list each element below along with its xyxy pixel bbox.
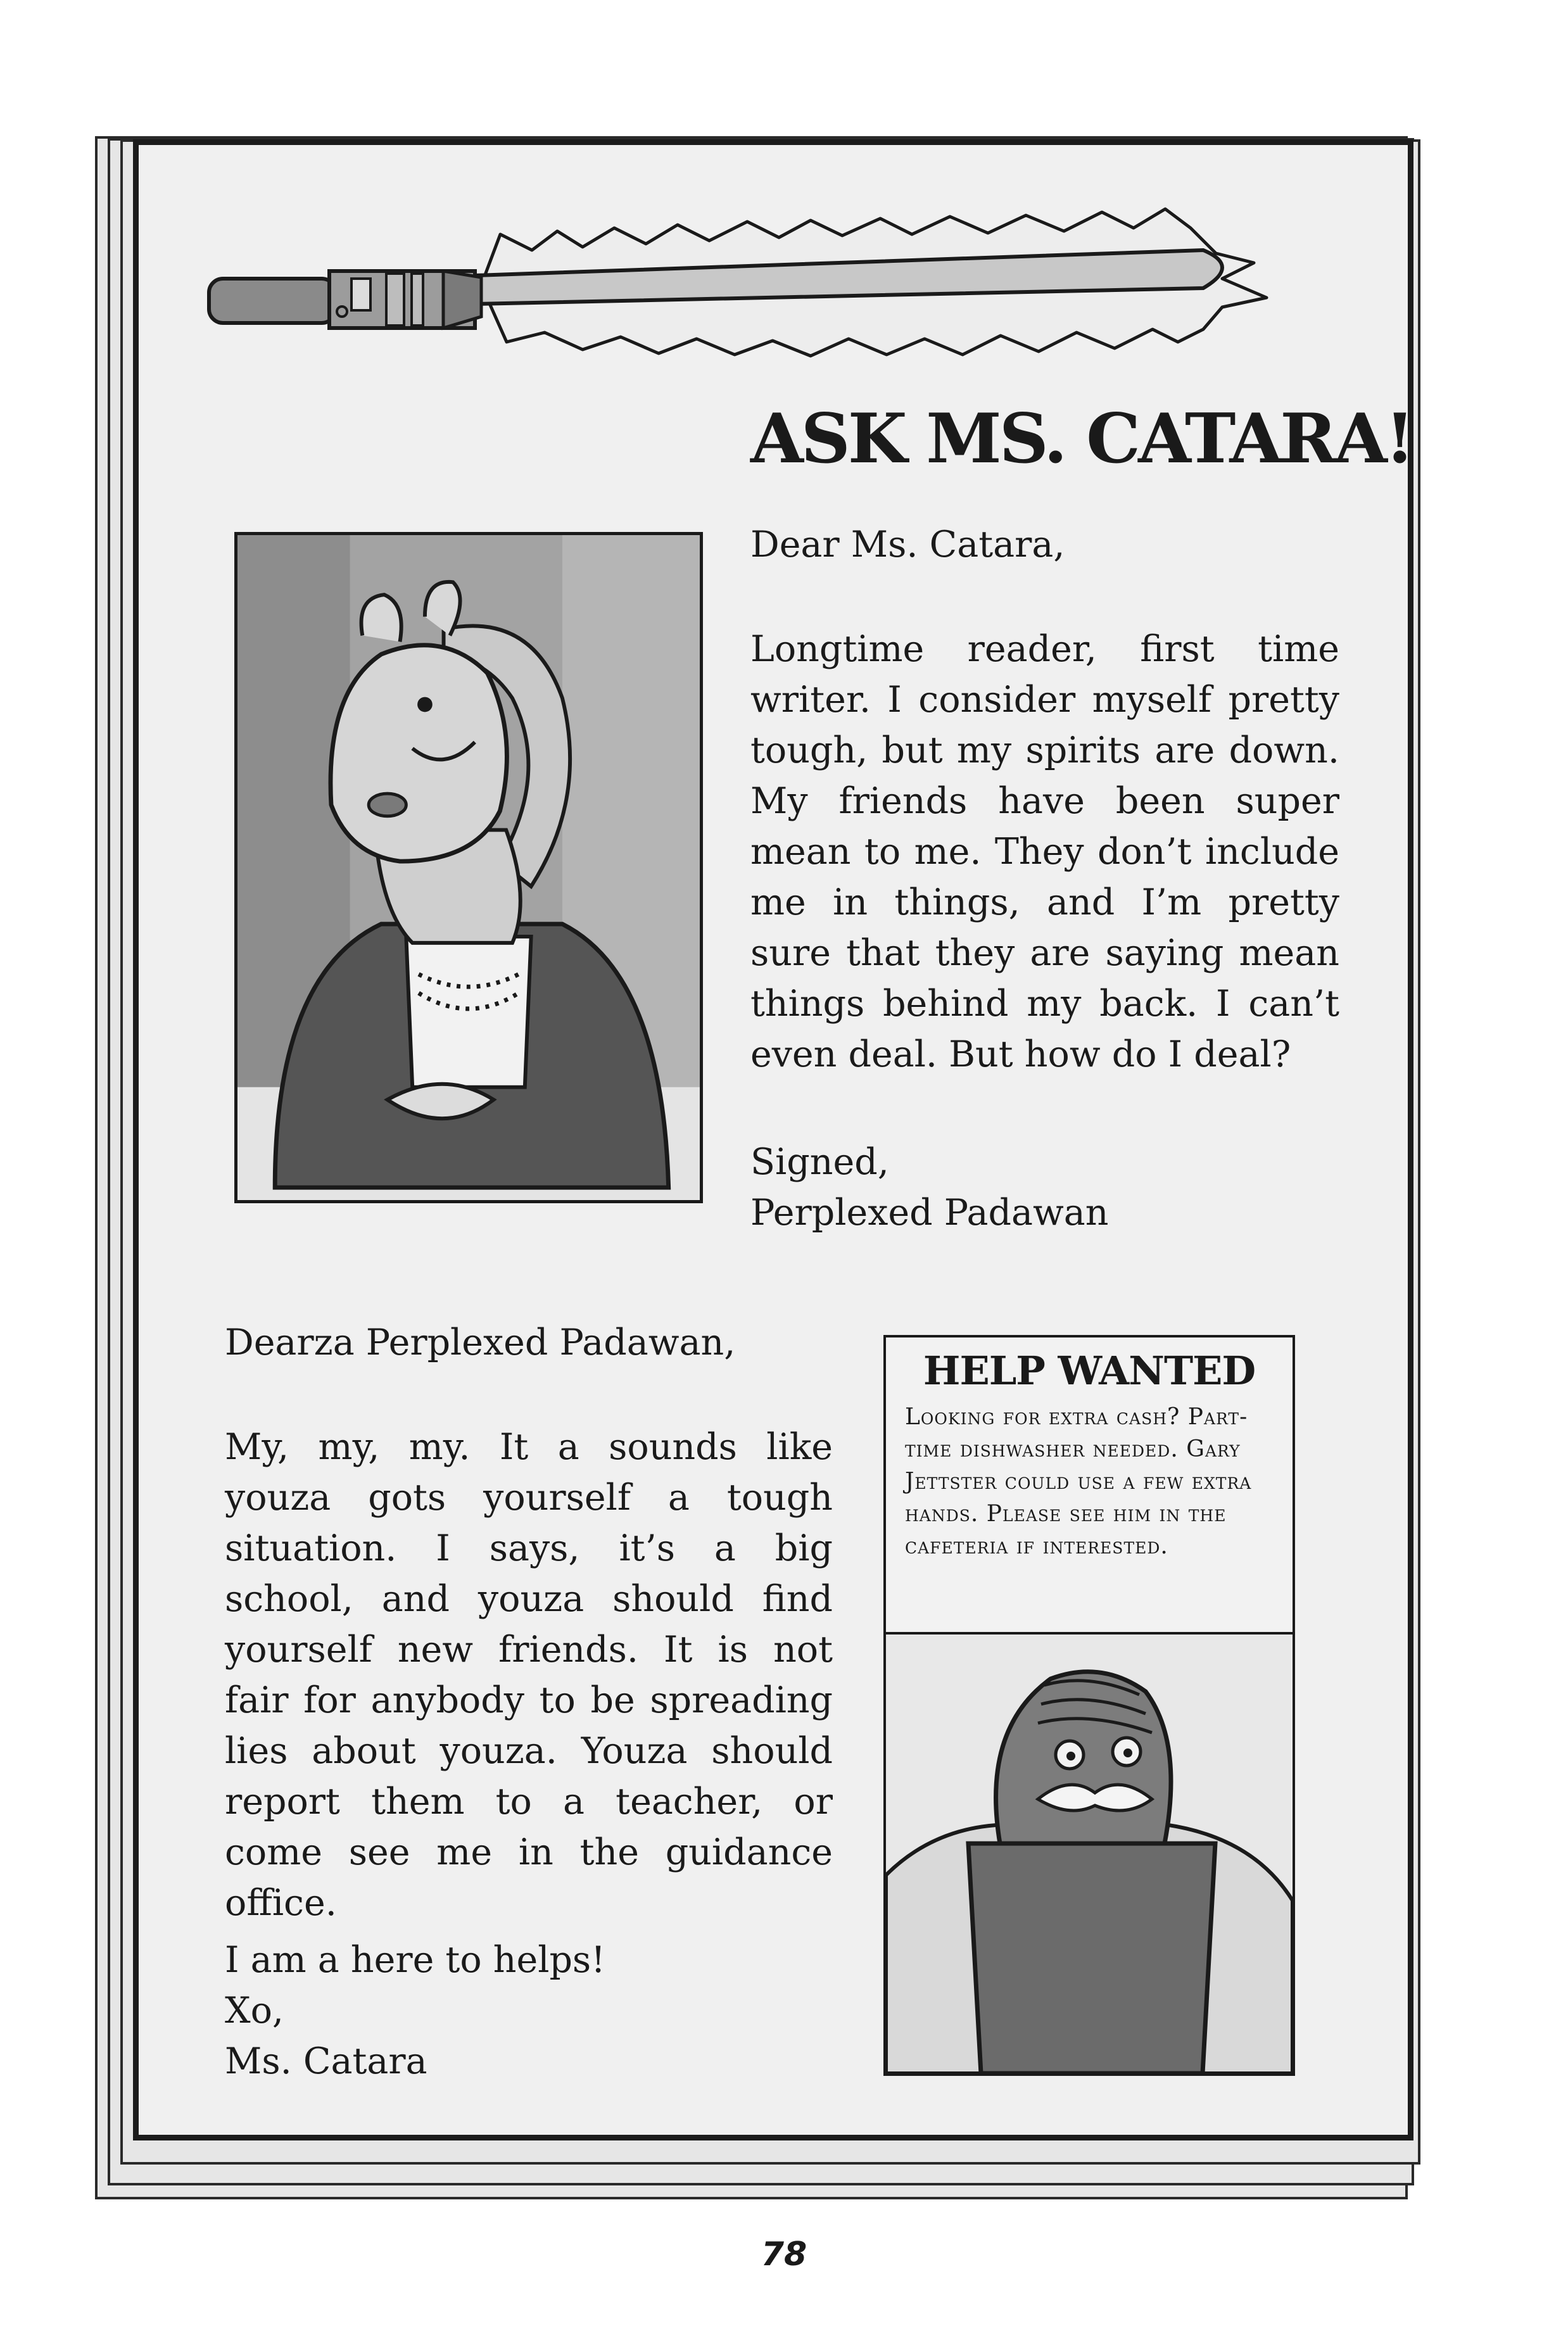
lightsaber-illustration xyxy=(203,203,1324,367)
reply-salutation: Dearza Perplexed Padawan, xyxy=(225,1322,736,1363)
gary-jettster-illustration xyxy=(886,1634,1293,2073)
ms-catara-portrait xyxy=(234,532,703,1203)
ad-body: Looking for extra cash? Part-time dishwasher needed. Gary Jettster could use a few extra hands. Please see him in the cafeteria if interested. xyxy=(905,1404,1252,1559)
article-title: ASK MS. CATARA! xyxy=(750,399,1413,479)
letter-signoff: Signed, xyxy=(750,1141,889,1183)
letter-body: Longtime reader, first time writer. I consider myself pretty tough, but my spirits are down. My friends have been super mean to me. They don’t include me in things, and I’m pretty sure that they are saying mean things behind my back. I can’t even deal. But how do I deal? xyxy=(750,628,1339,1075)
letter-signature: Perplexed Padawan xyxy=(750,1192,1109,1234)
page-number: 78 xyxy=(761,2235,807,2273)
ad-heading: HELP WANTED xyxy=(923,1348,1256,1394)
reply-body: My, my, my. It a sounds like youza gots yourself a tough situation. I says, it’s a big school, and youza should find yourself new friends. It is not fair for anybody to be spreading lies about youza. Youza should report them to a teacher, or come see me in the guidance office. xyxy=(225,1426,833,1924)
reply-closing: I am a here to helps! xyxy=(225,1939,606,1981)
reply-signature: Ms. Catara xyxy=(225,2040,427,2082)
reply-xo: Xo, xyxy=(225,1990,284,2032)
letter-salutation: Dear Ms. Catara, xyxy=(750,524,1065,566)
help-wanted-ad xyxy=(883,1335,1295,2076)
